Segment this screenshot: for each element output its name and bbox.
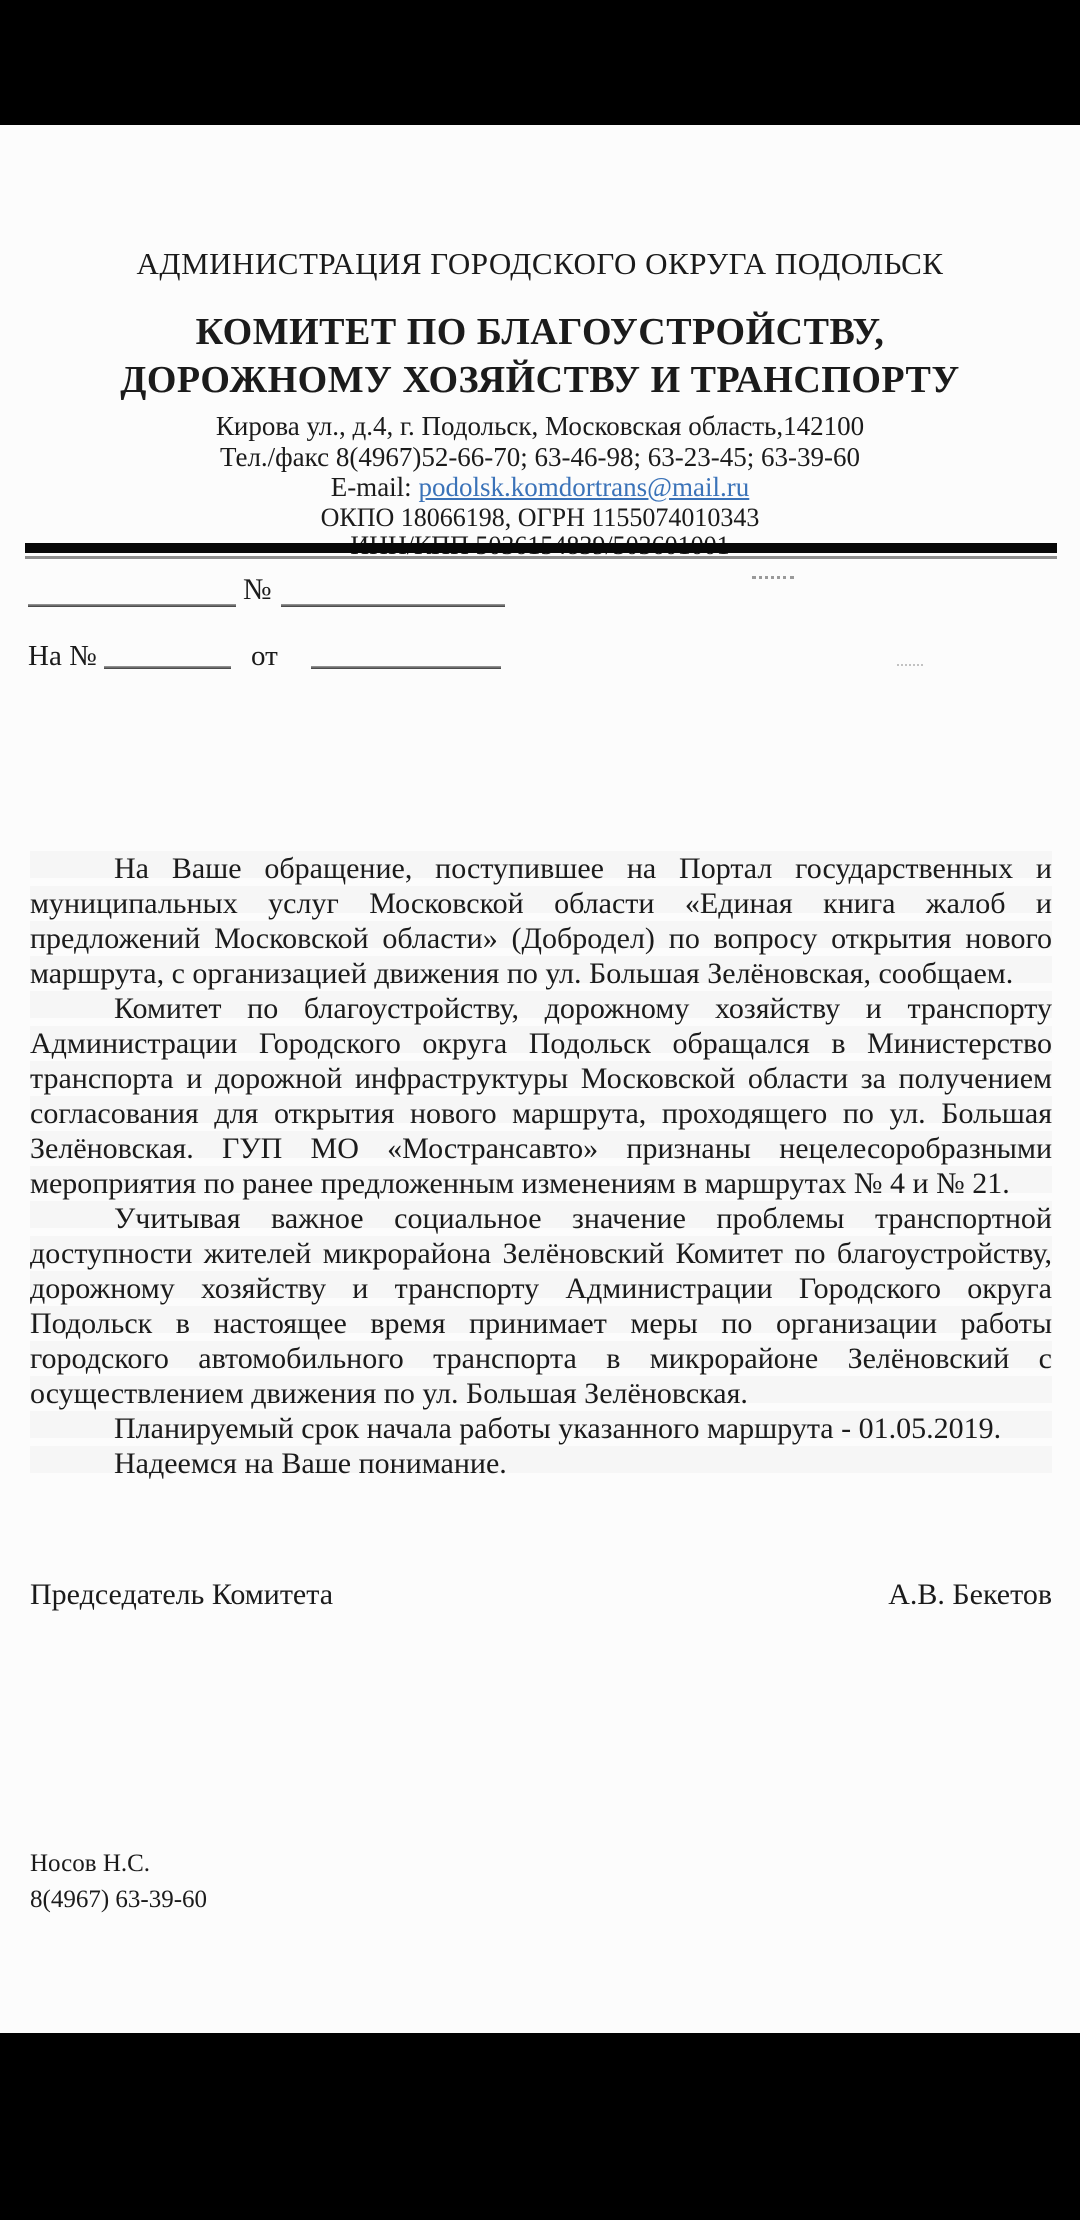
viewer-letterbox-top: [0, 0, 1080, 125]
letterhead-divider-thin: [25, 556, 1057, 559]
email-link[interactable]: podolsk.komdortrans@mail.ru: [418, 472, 750, 502]
executor-phone: 8(4967) 63-39-60: [30, 1886, 208, 1913]
scan-artifact-dash: [897, 664, 923, 666]
email-label: E-mail:: [330, 472, 419, 502]
paragraph-2: Комитет по благоустройству, дорожному хозяйству и транспорту Администрации Городского округа Подольск обращался в Министерство транспорта и дорожной инфраструктуры Московской области за получением согласования для открытия нового маршрута, проходящего по ул. Большая Зелёновская. ГУП МО «Мострансавто» признаны нецелесоробразными мероприятия по ранее предложенным изменениям в маршрутах № 4 и № 21.: [30, 992, 1052, 1200]
signature-row: [30, 1578, 1052, 1612]
signature-position-title: Председатель Комитета: [30, 1578, 334, 1611]
email-line: [0, 472, 1080, 503]
paragraph-5: Надеемся на Ваше понимание.: [114, 1447, 507, 1480]
executor-name: Носов Н.С.: [30, 1850, 151, 1877]
okpo-ogrn-line: ОКПО 18066198, ОГРН 1155074010343: [320, 503, 760, 532]
outgoing-number-blank-line: [281, 604, 505, 607]
number-sign: №: [243, 573, 272, 606]
committee-name-line2: ДОРОЖНОМУ ХОЗЯЙСТВУ И ТРАНСПОРТУ: [120, 359, 960, 401]
from-label: от: [251, 640, 278, 672]
viewer-letterbox-bottom: [0, 2033, 1080, 2220]
reply-number-blank-line: [104, 666, 231, 669]
paragraph-3: Учитывая важное социальное значение проблемы транспортной доступности жителей микрорайона Зелёновский Комитет по благоустройству, дорожному хозяйству и транспорту Администрации Городского округа Подольск в настоящее время принимает меры по организации работы городского автомобильного транспорта в микрорайоне Зелёновский с осуществлением движения по ул. Большая Зелёновская.: [30, 1202, 1052, 1410]
letter-body: [30, 851, 1052, 1481]
letterhead-divider-thick: [25, 543, 1057, 553]
executor-block: [30, 1846, 207, 1918]
address-line: Кирова ул., д.4, г. Подольск, Московская область,142100: [215, 411, 865, 441]
paragraph-4: Планируемый срок начала работы указанного маршрута - 01.05.2019.: [114, 1412, 1002, 1445]
paragraph-1: На Ваше обращение, поступившее на Портал государственных и муниципальных услуг Московской области «Единая книга жалоб и предложений Московской области» (Добродел) по вопросу открытия нового маршрута, с организацией движения по ул. Большая Зелёновская, сообщаем.: [30, 852, 1052, 990]
outgoing-date-blank-line: [28, 604, 236, 607]
committee-name-line1: КОМИТЕТ ПО БЛАГОУСТРОЙСТВУ,: [195, 311, 885, 353]
reply-to-label: На №: [28, 640, 97, 672]
scan-artifact-dashes: [752, 576, 794, 579]
phone-fax-line: Тел./факс 8(4967)52-66-70; 63-46-98; 63-23-45; 63-39-60: [220, 442, 860, 472]
reply-date-blank-line: [311, 666, 501, 669]
administration-title: АДМИНИСТРАЦИЯ ГОРОДСКОГО ОКРУГА ПОДОЛЬСК: [136, 246, 944, 281]
signature-name: А.В. Бекетов: [888, 1578, 1052, 1611]
